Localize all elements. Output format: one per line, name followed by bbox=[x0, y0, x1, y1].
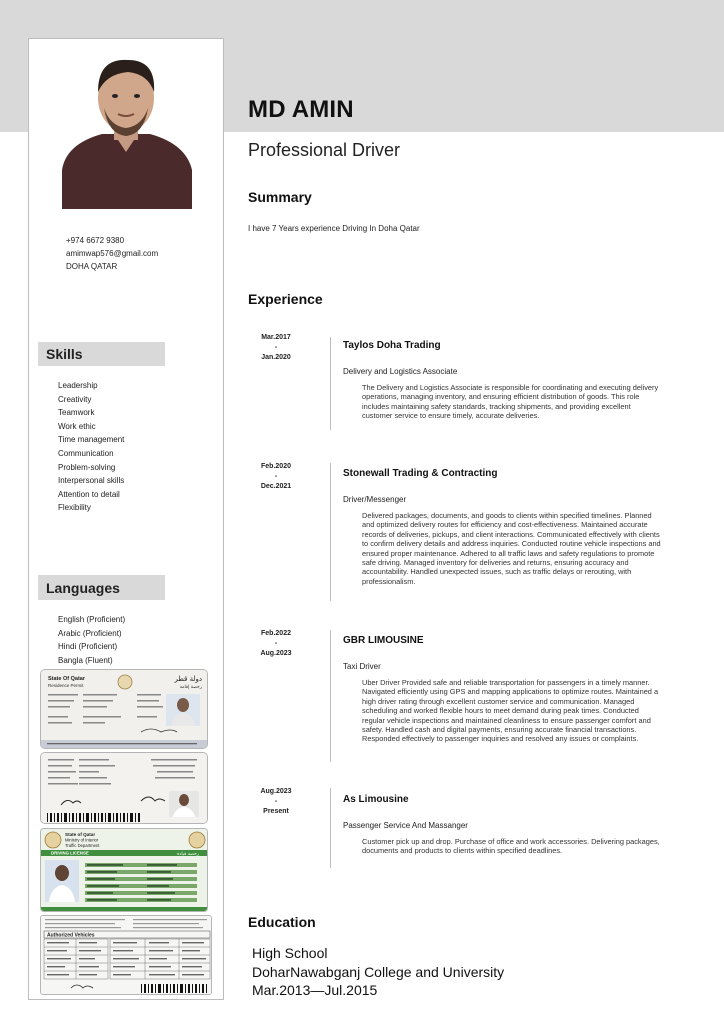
person-portrait-icon bbox=[44, 48, 208, 209]
skill-item: Creativity bbox=[58, 394, 92, 404]
job-start-date: Feb.2020 bbox=[261, 463, 291, 470]
skill-item: Work ethic bbox=[58, 421, 96, 431]
skill-item: Teamwork bbox=[58, 408, 95, 418]
education-block bbox=[252, 944, 504, 1000]
timeline-divider bbox=[330, 463, 331, 601]
job-start-date: Feb.2022 bbox=[261, 630, 291, 637]
skill-item: Problem-solving bbox=[58, 462, 116, 472]
job-company: As Limousine bbox=[343, 794, 409, 805]
date-separator: - bbox=[274, 640, 278, 647]
ministry-emblem-icon bbox=[45, 832, 61, 848]
email-address: amimwap576@gmail.com bbox=[66, 249, 159, 258]
authorized-vehicles-card bbox=[40, 915, 212, 995]
job-end-date: Jan.2020 bbox=[261, 354, 291, 361]
job-end-date: Present bbox=[263, 808, 289, 815]
timeline-divider bbox=[330, 788, 331, 868]
summary-heading: Summary bbox=[248, 189, 312, 205]
languages-list bbox=[58, 613, 125, 667]
job-company: GBR LIMOUSINE bbox=[343, 635, 424, 646]
qatar-emblem-icon bbox=[118, 675, 132, 689]
license-country-text: State of Qatar bbox=[65, 832, 96, 837]
job-start-date: Aug.2023 bbox=[260, 788, 292, 795]
language-item: Bangla (Fluent) bbox=[58, 655, 113, 665]
job-description: The Delivery and Logistics Associate is responsible for coordinating and executing delivery operations, managing inventory, and ensuring efficient distribution of goods. This role includes maintaining safety standards, tracking shipments, and providing excellent customer service to ensure timely, accurate deliveries. bbox=[362, 383, 659, 421]
license-ministry-text: Ministry of Interior bbox=[65, 837, 99, 843]
education-level: High School bbox=[252, 945, 328, 961]
residence-country-ar: دولة قطر bbox=[174, 675, 202, 683]
license-dept-text: Traffic Department bbox=[65, 843, 100, 848]
phone-number: +974 6672 9380 bbox=[66, 236, 125, 245]
candidate-title: Professional Driver bbox=[248, 140, 401, 160]
driving-license-card bbox=[40, 828, 208, 912]
experience-heading: Experience bbox=[248, 291, 323, 307]
summary-text: I have 7 Years experience Driving In Doha Qatar bbox=[248, 224, 420, 233]
job-company: Taylos Doha Trading bbox=[343, 340, 441, 351]
language-item: Hindi (Proficient) bbox=[58, 642, 118, 652]
skill-item: Communication bbox=[58, 448, 114, 458]
job-role: Passenger Service And Massanger bbox=[343, 821, 468, 830]
contact-info bbox=[66, 234, 158, 273]
education-school: DoharNawabganj College and University bbox=[252, 963, 505, 980]
residence-permit-back bbox=[40, 752, 208, 824]
date-separator: - bbox=[274, 798, 278, 805]
skill-item: Interpersonal skills bbox=[58, 476, 125, 486]
job-dates bbox=[246, 629, 306, 659]
job-end-date: Dec.2021 bbox=[260, 483, 292, 490]
date-separator: - bbox=[274, 473, 278, 480]
residence-type-text: Residence Permit bbox=[48, 683, 84, 688]
authorized-vehicles-image bbox=[41, 916, 212, 995]
residence-country-text: State Of Qatar bbox=[48, 676, 85, 682]
education-heading: Education bbox=[248, 914, 316, 930]
job-start-date: Mar.2017 bbox=[261, 334, 291, 341]
job-description: Uber Driver Provided safe and reliable transportation for passengers in a timely manner. Navigated efficiently using GPS and mapping applications to optimize routes. Maintained a high driver rating through excellent customer service and communication. Managed scheduling and worked flexible hours to meet demand during peak times. Conducted regular vehicle inspections and maintained cleanliness to ensure passenger comfort and safety. Handled cash and digital payments, ensuring accurate financial transactions. Responded effectively to passenger inquiries and resolved any issues or complaints. bbox=[362, 678, 659, 744]
job-end-date: Aug.2023 bbox=[260, 650, 292, 657]
skill-item: Attention to detail bbox=[58, 489, 120, 499]
residence-permit-front bbox=[40, 669, 208, 749]
language-item: Arabic (Proficient) bbox=[58, 628, 122, 638]
license-banner-ar: رخصة قيادة bbox=[177, 851, 199, 857]
profile-photo bbox=[44, 48, 208, 209]
skill-item: Flexibility bbox=[58, 503, 91, 513]
education-dates: Mar.2013—Jul.2015 bbox=[252, 982, 378, 998]
job-dates bbox=[246, 787, 306, 817]
job-description: Customer pick up and drop. Purchase of office and work accessories. Delivering packages, documents and products to clients within specified deadlines. bbox=[362, 837, 660, 856]
timeline-divider bbox=[330, 630, 331, 762]
job-role: Delivery and Logistics Associate bbox=[343, 367, 458, 376]
job-role: Taxi Driver bbox=[343, 662, 381, 671]
residence-permit-back-image bbox=[41, 753, 208, 824]
date-separator: - bbox=[274, 344, 278, 351]
authorized-vehicles-title: Authorized Vehicles bbox=[47, 932, 95, 939]
residence-type-ar: رخصة إقامة bbox=[179, 685, 202, 690]
skill-item: Time management bbox=[58, 435, 125, 445]
job-role: Driver/Messenger bbox=[343, 495, 407, 504]
location: DOHA QATAR bbox=[66, 262, 118, 271]
traffic-emblem-icon bbox=[189, 832, 205, 848]
job-company: Stonewall Trading & Contracting bbox=[343, 468, 498, 479]
skills-heading: Skills bbox=[38, 342, 165, 366]
languages-heading: Languages bbox=[38, 575, 165, 600]
language-item: English (Proficient) bbox=[58, 615, 126, 624]
license-banner-text: DRIVING LICENSE bbox=[51, 850, 89, 856]
residence-permit-image bbox=[41, 670, 208, 749]
skill-item: Leadership bbox=[58, 381, 98, 390]
driving-license-image bbox=[41, 829, 208, 912]
candidate-name: MD AMIN bbox=[248, 96, 354, 123]
job-description: Delivered packages, documents, and goods to clients within specified timelines. Planned and optimized delivery routes for efficiency and cost-effectiveness. Maintained accurate records of deliveries, pickups, and client interactions. Communicated effectively with clients to confirm delivery details and address inquiries. Conducted routine vehicle inspections and ensured proper maintenance. Adhered to all traffic laws and safety regulations to promote safe driving. Managed inventory for deliveries and returns, ensuring accuracy and accountability. Handled unexpected issues, such as traffic delays or rerouting, with professionalism. bbox=[362, 511, 661, 586]
job-dates bbox=[246, 462, 306, 492]
timeline-divider bbox=[330, 337, 331, 430]
skills-list bbox=[58, 379, 124, 515]
job-dates bbox=[246, 333, 306, 363]
